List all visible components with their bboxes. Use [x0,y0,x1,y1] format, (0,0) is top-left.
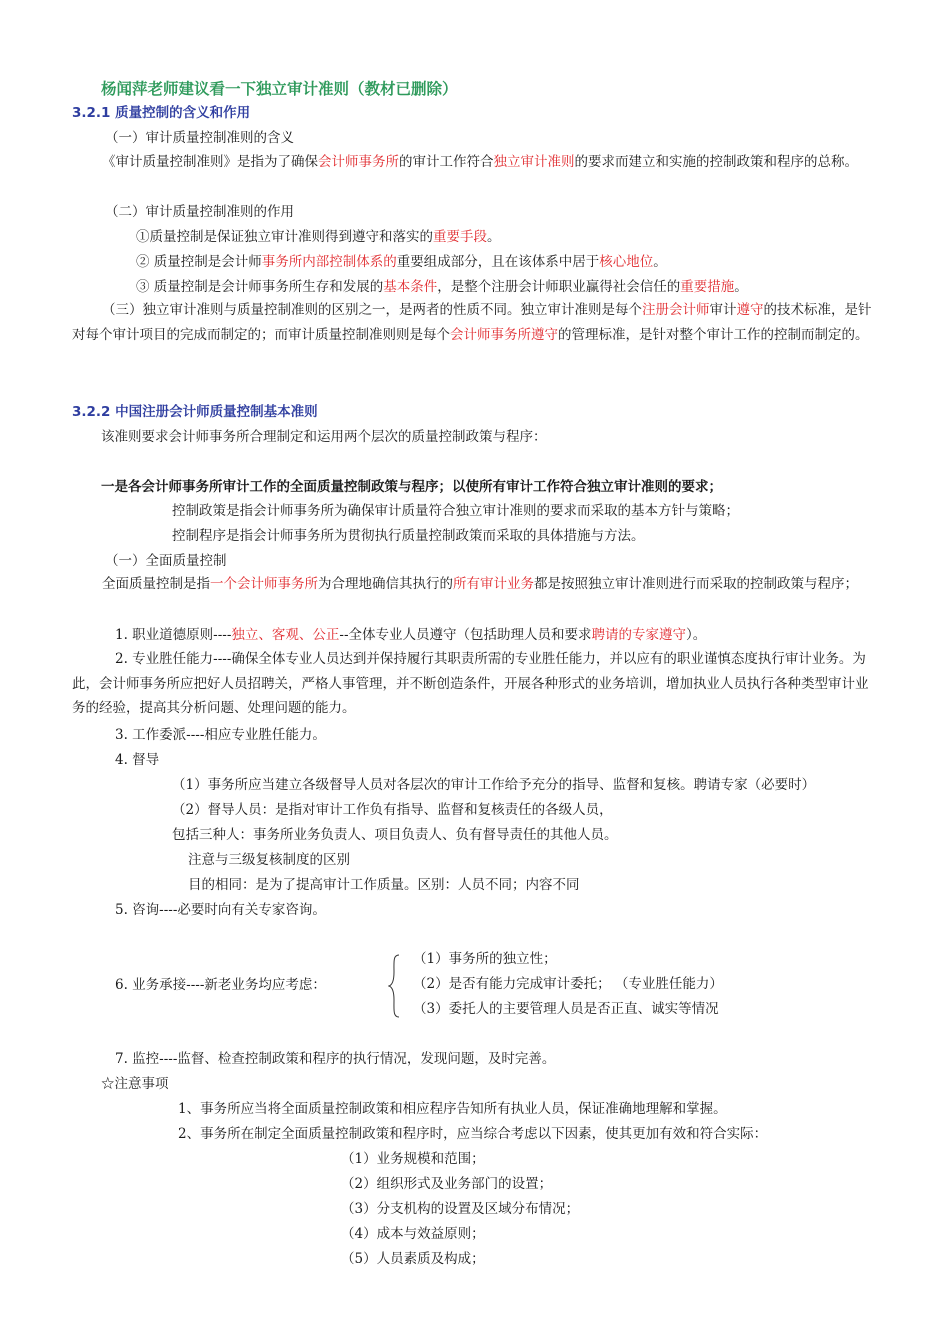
item-competence: 2. 专业胜任能力----确保全体专业人员达到并保持履行其职责所需的专业胜任能力，并以应有的职业谨慎态度执行审计业务。为此，会计师事务所应把好人员招聘关，严格人事管理，并不断创造条件，开展各种形式的业务培训，增加执业人员执行各种类型审计业务的经验，提高其分析问题、处理问题的能力。 [72,651,869,716]
note-1: 1、事务所应当将全面质量控制政策和相应程序告知所有执业人员，保证准确地理解和掌握。 [178,1101,727,1117]
supervision-comparison: 目的相同：是为了提高审计工作质量。区别：人员不同；内容不同 [188,877,580,893]
factor-3: （3）分支机构的设置及区域分布情况； [341,1201,580,1217]
item-supervision: 4. 督导 [115,752,160,768]
notes-title: ☆注意事项 [101,1076,169,1092]
function-item-1: ①质量控制是保证独立审计准则得到遵守和落实的重要手段。 [136,229,501,245]
control-procedure-definition: 控制程序是指会计师事务所为贯彻执行质量控制政策而采取的具体措施与方法。 [172,528,645,544]
acceptance-factor-2: （2）是否有能力完成审计委托； （专业胜任能力） [413,976,723,992]
factor-1: （1）业务规模和范围； [341,1151,485,1167]
brace-icon [388,954,400,1018]
paragraph-meaning: 《审计质量控制准则》是指为了确保会计师事务所的审计工作符合独立审计准则的要求而建立和实施的控制政策和程序的总称。 [102,154,858,170]
note-2: 2、事务所在制定全面质量控制政策和程序时，应当综合考虑以下因素，使其更加有效和符合实际： [178,1126,768,1142]
factor-4: （4）成本与效益原则； [341,1226,485,1242]
intro-text: 该准则要求会计师事务所合理制定和运用两个层次的质量控制政策与程序： [101,429,547,445]
acceptance-factor-1: （1）事务所的独立性； [413,951,557,967]
factor-2: （2）组织形式及业务部门的设置； [341,1176,553,1192]
supervision-point-2: （2）督导人员：是指对审计工作负有指导、监督和复核责任的各级人员， [172,802,613,818]
subheading-function: （二）审计质量控制准则的作用 [105,204,294,220]
item-monitoring: 7. 监控----监督、检查控制政策和程序的执行情况，发现问题，及时完善。 [115,1051,556,1067]
section-heading-3-2-2: 3.2.2 中国注册会计师质量控制基本准则 [72,404,318,420]
item-consultation: 5. 咨询----必要时向有关专家咨询。 [115,902,326,918]
paragraph-full-quality-control: 全面质量控制是指一个会计师事务所为合理地确信其执行的所有审计业务都是按照独立审计准则进行而采取的控制政策与程序； [102,576,858,592]
item-engagement-acceptance: 6. 业务承接----新老业务均应考虑： [115,977,326,993]
control-policy-definition: 控制政策是指会计师事务所为确保审计质量符合独立审计准则的要求而采取的基本方针与策略； [172,503,739,519]
item-ethics: 1. 职业道德原则----独立、客观、公正--全体专业人员遵守（包括助理人员和要求聘请的专家遵守）。 [115,627,707,643]
subheading-meaning: （一）审计质量控制准则的含义 [105,130,294,146]
paragraph-difference: （三）独立审计准则与质量控制准则的区别之一，是两者的性质不同。独立审计准则是每个注册会计师审计遵守的技术标准，是针对每个审计项目的完成而制定的；而审计质量控制准则则是每个会计师事务所遵守的管理标准，是针对整个审计工作的控制而制定的。 [72,302,872,343]
subheading-full-quality-control: （一）全面质量控制 [105,553,227,569]
level-one-statement: 一是各会计师事务所审计工作的全面质量控制政策与程序；以使所有审计工作符合独立审计准则的要求； [101,479,722,495]
top-note: 杨闻萍老师建议看一下独立审计准则（教材已删除） [101,80,458,98]
supervision-point-3: 包括三种人：事务所业务负责人、项目负责人、负有督导责任的其他人员。 [172,827,618,843]
acceptance-factor-3: （3）委托人的主要管理人员是否正直、诚实等情况 [413,1001,719,1017]
supervision-point-1: （1）事务所应当建立各级督导人员对各层次的审计工作给予充分的指导、监督和复核。聘请专家（必要时） [172,777,816,793]
factor-5: （5）人员素质及构成； [341,1251,485,1267]
function-item-2: ② 质量控制是会计师事务所内部控制体系的重要组成部分，且在该体系中居于核心地位。 [136,254,667,270]
supervision-note: 注意与三级复核制度的区别 [188,852,350,868]
function-item-3: ③ 质量控制是会计师事务所生存和发展的基本条件，是整个注册会计师职业赢得社会信任的重要措施。 [136,279,748,295]
section-heading-3-2-1: 3.2.1 质量控制的含义和作用 [72,105,251,121]
item-assignment: 3. 工作委派----相应专业胜任能力。 [115,727,326,743]
